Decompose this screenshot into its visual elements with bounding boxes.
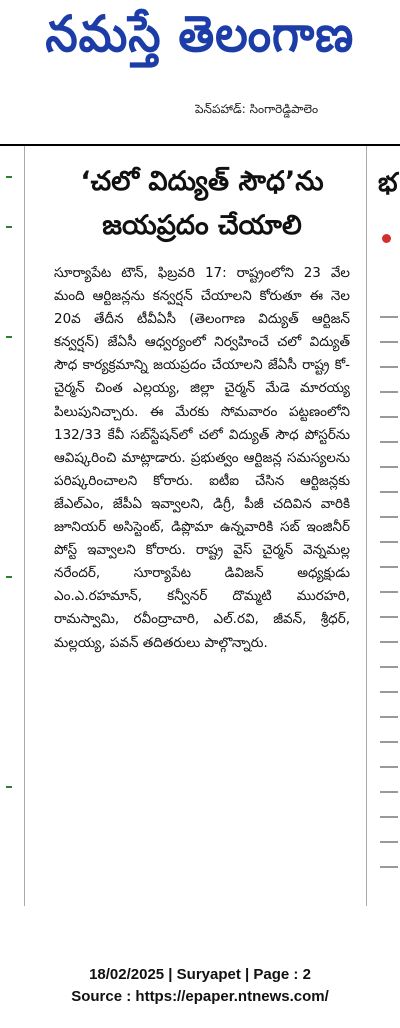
text-fragment (380, 316, 398, 318)
text-fragment (380, 791, 398, 793)
text-fragment (380, 616, 398, 618)
footer (0, 964, 400, 1008)
text-fragment (380, 691, 398, 693)
text-fragment (380, 591, 398, 593)
text-fragment (380, 491, 398, 493)
source-label: Source : (71, 988, 136, 1005)
column-divider (366, 146, 367, 906)
text-fragment (380, 816, 398, 818)
text-fragment (380, 391, 398, 393)
text-fragment (380, 866, 398, 868)
fragment-mark (6, 176, 12, 178)
fragment-mark (6, 336, 12, 338)
text-fragment (380, 341, 398, 343)
text-fragment (380, 666, 398, 668)
news-article (44, 160, 360, 655)
text-fragment (380, 516, 398, 518)
source-link[interactable]: https://epaper.ntnews.com/ (135, 988, 329, 1005)
right-column-fragment (372, 146, 400, 906)
text-fragment (380, 466, 398, 468)
footer-source (0, 986, 400, 1008)
headline-line-2: జయప్రదం చేయాలి (102, 210, 302, 241)
text-fragment (380, 541, 398, 543)
masthead (0, 0, 400, 80)
headline-line-1: ‘చలో విద్యుత్ సౌధ’ను (80, 166, 324, 197)
fragment-mark (6, 576, 12, 578)
header-rule (0, 144, 400, 146)
dateline: పెన్‌పహాడ్: సింగారెడ్డిపాలెం (195, 102, 319, 116)
article-paragraph: సూర్యాపేట టౌన్, ఫిబ్రవరి 17: రాష్ట్రంలోని 23 వేల మంది ఆర్టిజన్లను కన్వర్షన్ చేయాలని కోరుతూ ఈ నెల 20వ తేదీన టీవీఏసీ (తెలంగాణ విద్యుత్ ఆర్టిజన్ కన్వర్షన్) జేఏసీ ఆధ్వర్యంలో నిర్వహించే చలో విద్యుత్ సౌధ కార్యక్రమాన్ని జయప్రదం చేయాలని జేఏసీ రాష్ట్ర కో-చైర్మన్ చింత ఎల్లయ్య, జిల్లా చైర్మన్ మేడె మారయ్య పిలుపునిచ్చారు. ఈ మేరకు సోమవారం పట్టణంలోని 132/33 కేవీ సబ్‌స్టేషన్‌లో చలో విద్యుత్ సౌధ పోస్టర్‌ను ఆవిష్కరించి మాట్లాడారు. ప్రభుత్వం ఆర్టిజన్ల సమస్యలను పరిష్కరించాలని కోరారు. ఐటీఐ చేసిన ఆర్టిజన్లకు జేఎల్ఎం, జేపీఏ ఇవ్వాలని, డిగ్రీ, పీజీ చదివిన వారికి జూనియర్ అసిస్టెంట్, డిప్లొమా ఉన్నవారికి సబ్ ఇంజినీర్ పోస్ట్ ఇవ్వాలని కోరారు. రాష్ట్ర వైస్ చైర్మన్ వెన్నమల్ల నరేందర్, సూర్యాపేట డివిజన్ అధ్యక్షుడు ఎం.ఎ.రహమాన్, కన్వీనర్ దొమ్మటి మురహరి, రామస్వామి, రవీంద్రాచారి, ఎల్.రవి, జీవన్, శ్రీధర్, మల్లయ్య, పవన్ తదితరులు పాల్గొన్నారు. (54, 265, 350, 651)
column-divider (24, 146, 25, 906)
newspaper-title: నమస్తే తెలంగాణ (45, 4, 355, 63)
left-column-fragment (0, 146, 26, 906)
text-fragment (380, 366, 398, 368)
text-fragment (380, 416, 398, 418)
footer-edition-info: 18/02/2025 | Suryapet | Page : 2 (89, 966, 311, 983)
fragment-mark (6, 226, 12, 228)
text-fragment (380, 766, 398, 768)
right-headline-fragment: భ (378, 168, 398, 198)
text-fragment (380, 716, 398, 718)
text-fragment (380, 641, 398, 643)
text-fragment (380, 841, 398, 843)
text-fragment (380, 741, 398, 743)
bullet-icon (382, 234, 391, 243)
fragment-mark (6, 786, 12, 788)
article-body (44, 262, 360, 655)
text-fragment (380, 566, 398, 568)
article-headline (44, 160, 360, 248)
text-fragment (380, 441, 398, 443)
